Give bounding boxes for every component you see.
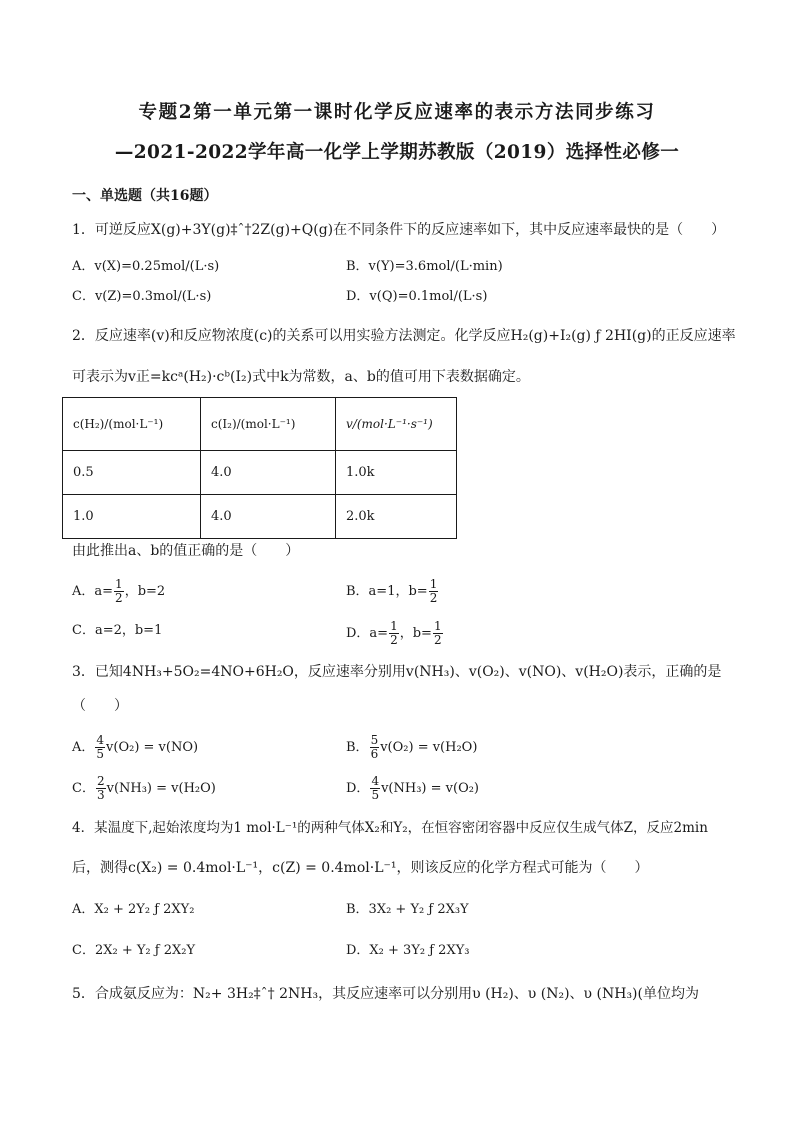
fraction-numerator: 5 xyxy=(370,733,379,747)
question-2-option-b xyxy=(346,578,439,605)
table-row xyxy=(63,495,457,539)
document-title-line-2: —2021-2022学年高一化学上学期苏教版（2019）选择性必修一 xyxy=(114,142,680,163)
question-3-option-c xyxy=(72,775,216,802)
table-cell: 4.0 xyxy=(201,451,336,495)
table-header-cell: v/(mol·L⁻¹·s⁻¹) xyxy=(336,398,457,451)
question-4-option-a: A．X₂ + 2Y₂ ƒ 2XY₂ xyxy=(72,902,195,917)
question-1-option-c: C．v(Z)=0.3mol/(L·s) xyxy=(72,289,212,304)
fraction xyxy=(95,734,105,761)
question-1-option-d: D．v(Q)=0.1mol/(L·s) xyxy=(346,289,488,304)
table-cell: 1.0k xyxy=(336,451,457,495)
fraction xyxy=(96,775,106,802)
table-cell: 0.5 xyxy=(63,451,201,495)
question-4-stem-line-2: 后，测得c(X₂) = 0.4mol·L⁻¹，c(Z) = 0.4mol·L⁻¹，则该反应的化学方程式可能为（ ） xyxy=(72,860,649,876)
option-text: C． xyxy=(72,781,95,796)
option-text: D． xyxy=(346,781,370,796)
question-5-stem: 5．合成氨反应为：N₂+ 3H₂‡ˆ† 2NH₃，其反应速率可以分别用υ (H₂)、υ (N₂)、υ (NH₃)(单位均为 xyxy=(72,986,699,1002)
option-text: A． xyxy=(72,740,95,755)
table-cell: 4.0 xyxy=(201,495,336,539)
option-text: ，b=2 xyxy=(124,584,166,599)
fraction-denominator: 5 xyxy=(96,747,105,761)
fraction-denominator: 3 xyxy=(96,788,105,802)
fraction-numerator: 4 xyxy=(96,733,105,747)
fraction-denominator: 2 xyxy=(115,591,123,605)
section-heading: 一、单选题（共16题） xyxy=(72,188,218,204)
question-2-option-c: C．a=2，b=1 xyxy=(72,623,163,638)
fraction xyxy=(114,578,124,605)
option-text: B． xyxy=(346,740,369,755)
table-cell: 2.0k xyxy=(336,495,457,539)
option-text: v(O₂) = v(NO) xyxy=(106,740,199,755)
table-header-cell: c(H₂)/(mol·L⁻¹) xyxy=(63,398,201,451)
question-4-option-d: D．X₂ + 3Y₂ ƒ 2XY₃ xyxy=(346,943,470,958)
option-text: ，b= xyxy=(399,626,432,641)
fraction-numerator: 4 xyxy=(371,774,380,788)
question-3-stem-line-2: （ ） xyxy=(72,698,128,714)
fraction-denominator: 2 xyxy=(433,633,442,647)
rate-data-table xyxy=(62,397,457,539)
question-3-stem-line-1: 3．已知4NH₃+5O₂=4NO+6H₂O，反应速率分别用v(NH₃)、v(O₂)、v(NO)、v(H₂O)表示，正确的是 xyxy=(72,664,722,680)
fraction-numerator: 1 xyxy=(429,577,438,591)
fraction-numerator: 1 xyxy=(115,577,123,591)
fraction-numerator: 1 xyxy=(433,619,442,633)
fraction xyxy=(429,578,439,605)
option-text: v(NH₃) = v(H₂O) xyxy=(106,781,216,796)
table-header-cell: c(I₂)/(mol·L⁻¹) xyxy=(201,398,336,451)
fraction xyxy=(370,734,380,761)
option-text: v(NH₃) = v(O₂) xyxy=(381,781,480,796)
question-2-option-a xyxy=(72,578,165,605)
fraction-denominator: 2 xyxy=(429,591,438,605)
fraction-denominator: 6 xyxy=(370,747,379,761)
option-text: B．a=1，b= xyxy=(346,584,428,599)
fraction-numerator: 1 xyxy=(390,619,398,633)
fraction-numerator: 2 xyxy=(96,774,105,788)
fraction-denominator: 5 xyxy=(371,788,380,802)
question-1-option-a: A．v(X)=0.25mol/(L·s) xyxy=(72,259,220,274)
option-text: D．a= xyxy=(346,626,389,641)
question-4-stem-line-1: 4．某温度下,起始浓度均为1 mol·L⁻¹的两种气体X₂和Y₂，在恒容密闭容器中反应仅生成气体Z，反应2min xyxy=(72,820,708,836)
fraction-denominator: 2 xyxy=(390,633,398,647)
question-1-option-b: B．v(Y)=3.6mol/(L·min) xyxy=(346,259,503,274)
table-cell: 1.0 xyxy=(63,495,201,539)
question-1-stem: 1．可逆反应X(g)+3Y(g)‡ˆ†2Z(g)+Q(g)在不同条件下的反应速率如下，其中反应速率最快的是（ ） xyxy=(72,222,726,238)
question-2-option-d xyxy=(346,620,444,647)
question-2-stem-line-2: 可表示为v正=kcᵃ(H₂)·cᵇ(I₂)式中k为常数，a、b的值可用下表数据确定。 xyxy=(72,369,530,385)
fraction xyxy=(433,620,443,647)
question-2-after-table: 由此推出a、b的值正确的是（ ） xyxy=(72,543,300,559)
question-3-option-b xyxy=(346,734,477,761)
document-title-line-1: 专题2第一单元第一课时化学反应速率的表示方法同步练习 xyxy=(138,102,656,123)
question-4-option-c: C．2X₂ + Y₂ ƒ 2X₂Y xyxy=(72,943,196,958)
question-3-option-a xyxy=(72,734,198,761)
option-text: A．a= xyxy=(72,584,114,599)
table-row xyxy=(63,451,457,495)
fraction xyxy=(389,620,399,647)
question-2-stem-line-1: 2．反应速率(v)和反应物浓度(c)的关系可以用实验方法测定。化学反应H₂(g)+I₂(g) ƒ 2HI(g)的正反应速率 xyxy=(72,328,736,344)
fraction xyxy=(370,775,380,802)
question-3-option-d xyxy=(346,775,479,802)
table-header-row xyxy=(63,398,457,451)
question-4-option-b: B．3X₂ + Y₂ ƒ 2X₃Y xyxy=(346,902,469,917)
option-text: v(O₂) = v(H₂O) xyxy=(380,740,478,755)
